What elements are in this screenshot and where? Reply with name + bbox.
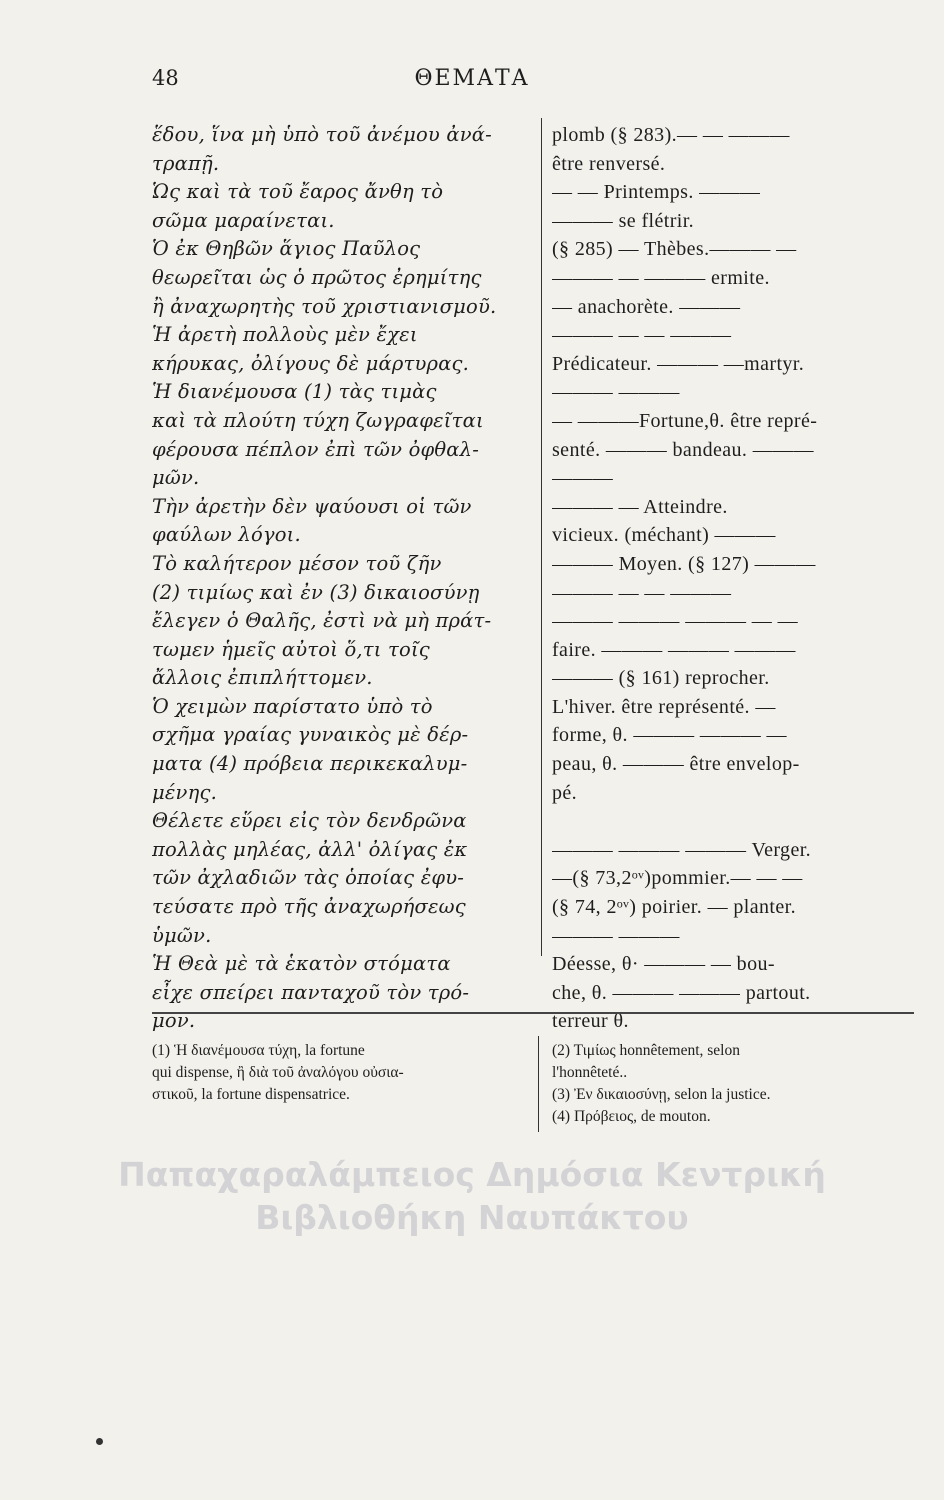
text-line: ——— ———	[552, 924, 680, 947]
text-line: Prédicateur. ——— —martyr.	[552, 352, 805, 375]
text-line: plomb (§ 283).— — ———	[552, 124, 790, 146]
text-line: vicieux. (méchant) ———	[552, 524, 776, 547]
text-line: Τὸ καλήτερον μέσον τοῦ ζῆν	[152, 551, 442, 575]
text-line: Ἡ διανέμουσα (1) τὰς τιμὰς	[152, 380, 437, 404]
text-line: ———	[552, 467, 614, 490]
text-line: τραπῇ.	[152, 151, 220, 175]
page-header	[0, 66, 944, 96]
text-line: — anachorète. ———	[552, 295, 741, 318]
text-line: ἔλεγεν ὁ Θαλῆς, ἐστὶ νὰ μὴ πράτ-	[152, 609, 492, 633]
footnote-line: l'honnêteté..	[552, 1064, 628, 1081]
text-line: εἶχε σπείρει πανταχοῦ τὸν τρό-	[152, 980, 470, 1004]
text-line: ——— Moyen. (§ 127) ———	[552, 552, 816, 575]
text-line: κήρυκας, ὀλίγους δὲ μάρτυρας.	[152, 351, 470, 375]
text-line: peau, θ. ——— être envelop-	[552, 753, 800, 776]
text-line: terreur θ.	[552, 1010, 629, 1033]
footnote-line: (2) Τιμίως honnêtement, selon	[552, 1042, 740, 1059]
text-line: ἢ ἀναχωρητὴς τοῦ χριστιανισμοῦ.	[152, 294, 497, 318]
text-line: Θέλετε εὕρει εἰς τὸν δενδρῶνα	[152, 809, 467, 833]
text-line: L'hiver. être représenté. —	[552, 695, 776, 718]
text-line: τῶν ἀχλαδιῶν τὰς ὁποίας ἐφυ-	[152, 866, 465, 890]
text-line: ——— (§ 161) reprocher.	[552, 667, 770, 690]
text-line: σῶμα μαραίνεται.	[152, 208, 335, 232]
column-divider	[541, 118, 542, 956]
text-line: Ἡ ἀρετὴ πολλοὺς μὲν ἔχει	[152, 323, 418, 347]
text-line: être renversé.	[552, 152, 666, 175]
text-line: τωμεν ἡμεῖς αὐτοὶ ὅ,τι τοῖς	[152, 637, 430, 661]
text-line: φέρουσα πέπλον ἐπὶ τῶν ὀφθαλ-	[152, 437, 480, 461]
margin-dot	[96, 1438, 103, 1445]
text-line: ——— ——— ——— — —	[552, 610, 798, 633]
text-line: ματα (4) πρόβεια περικεκαλυμ-	[152, 752, 468, 776]
footnotes-right	[552, 1040, 912, 1128]
text-line: Ἡ Θεὰ μὲ τὰ ἑκατὸν στόματα	[152, 952, 451, 976]
text-line: ——— ———	[552, 381, 680, 404]
text-line: ——— — ——— ermite.	[552, 266, 770, 289]
text-line: σχῆμα γραίας γυναικὸς μὲ δέρ-	[152, 723, 469, 747]
greek-text-column	[152, 121, 536, 1036]
text-line: Ὁ ἐκ Θηβῶν ἅγιος Παῦλος	[152, 237, 421, 261]
text-line: ——— — Atteindre.	[552, 495, 728, 518]
text-line: ὑμῶν.	[152, 923, 212, 947]
text-line: Ὡς καὶ τὰ τοῦ ἔαρος ἄνθη τὸ	[152, 180, 444, 204]
library-watermark-line-1: Παπαχαραλάμπειος Δημόσια Κεντρική	[118, 1155, 826, 1194]
text-line: ——— se flétrir.	[552, 209, 695, 232]
footnote-line: (1) Ἡ διανέμουσα τύχη, la fortune	[152, 1042, 365, 1059]
text-line: — ———Fortune,θ. être repré-	[552, 409, 818, 432]
text-line: μον.	[152, 1009, 196, 1033]
text-line: ——— — — ———	[552, 324, 732, 347]
footnote-line: (4) Πρόβειος, de mouton.	[552, 1108, 711, 1125]
text-line: ἄλλοις ἐπιπλήττομεν.	[152, 666, 373, 690]
text-line: —(§ 73,2ᵒᵛ)pommier.— — —	[552, 867, 803, 890]
footnote-line: qui dispense, ἢ διὰ τοῦ ἀναλόγου οὐσια-	[152, 1064, 404, 1081]
text-line: Τὴν ἀρετὴν δὲν ψαύουσι οἱ τῶν	[152, 494, 472, 518]
text-line: (§ 74, 2ᵒᵛ) poirier. — planter.	[552, 896, 796, 919]
text-line: (§ 285) — Thèbes.——— —	[552, 238, 797, 261]
page-number: 48	[152, 66, 179, 90]
text-line: καὶ τὰ πλούτη τύχη ζωγραφεῖται	[152, 408, 484, 432]
text-line: φαύλων λόγοι.	[152, 523, 301, 547]
text-line: μῶν.	[152, 466, 200, 490]
library-watermark-line-2: Βιβλιοθήκη Ναυπάκτου	[255, 1198, 689, 1237]
footnotes-left	[152, 1040, 532, 1106]
text-line: Déesse, θ· ——— — bou-	[552, 953, 775, 976]
text-line: forme, θ. ——— ——— —	[552, 724, 787, 747]
footnote-divider	[538, 1036, 539, 1132]
footnote-rule	[152, 1012, 914, 1014]
text-line: τεύσατε πρὸ τῆς ἀναχωρήσεως	[152, 895, 466, 919]
french-vocabulary-column	[552, 121, 914, 1036]
text-line: (2) τιμίως καὶ ἐν (3) δικαιοσύνῃ	[152, 580, 480, 604]
text-line: ——— — — ———	[552, 581, 732, 604]
text-line: θεωρεῖται ὡς ὁ πρῶτος ἐρημίτης	[152, 265, 482, 289]
footnote-line: στικοῦ, la fortune dispensatrice.	[152, 1086, 350, 1103]
text-line: che, θ. ——— ——— partout.	[552, 981, 811, 1004]
text-line: Ὁ χειμὼν παρίστατο ὑπὸ τὸ	[152, 694, 433, 718]
text-line: ——— ——— ——— Verger.	[552, 838, 812, 861]
text-line	[552, 807, 914, 836]
text-line: pé.	[552, 781, 578, 804]
text-line: senté. ——— bandeau. ———	[552, 438, 814, 461]
running-title: ΘΕΜΑΤΑ	[414, 66, 530, 91]
footnote-line: (3) Ἐν δικαιοσύνῃ, selon la justice.	[552, 1086, 771, 1103]
text-line: — — Printemps. ———	[552, 181, 761, 204]
text-line: πολλὰς μηλέας, ἀλλ' ὀλίγας ἐκ	[152, 837, 468, 861]
text-line: μένης.	[152, 780, 217, 804]
text-line: faire. ——— ——— ———	[552, 638, 796, 661]
text-line: ἕδου, ἵνα μὴ ὑπὸ τοῦ ἀνέμου ἀνά-	[152, 123, 492, 146]
